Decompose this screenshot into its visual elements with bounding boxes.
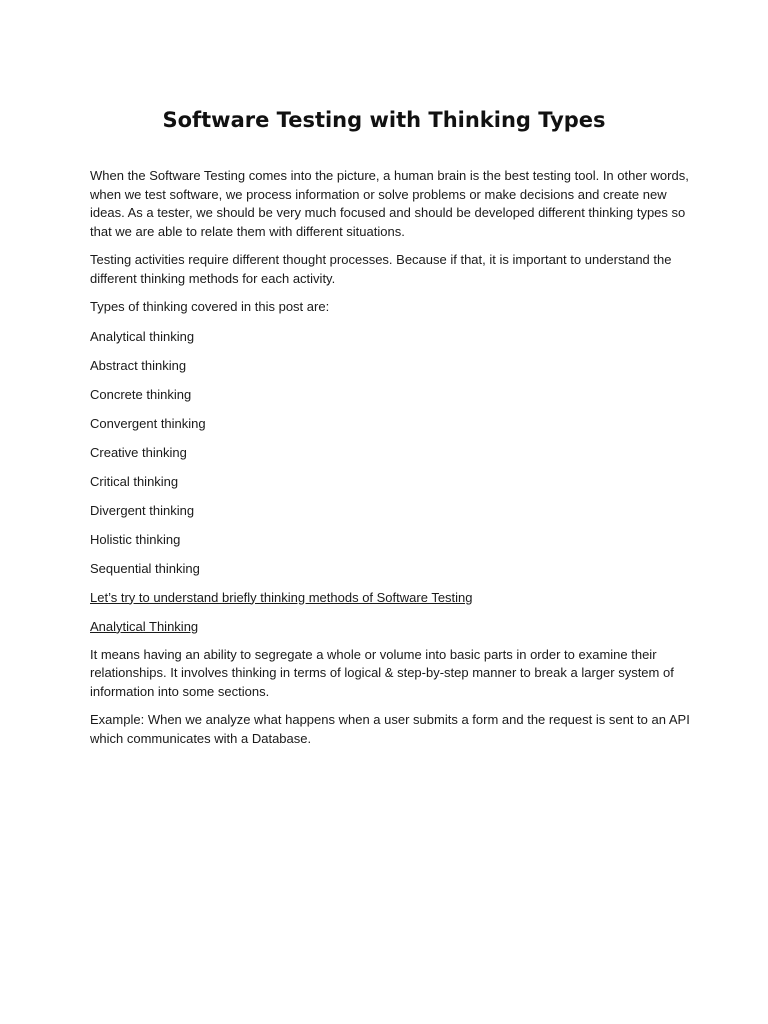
analytical-thinking-heading: Analytical Thinking: [90, 618, 199, 634]
example-label: Example:: [90, 712, 145, 727]
thinking-types-list: [90, 327, 690, 588]
second-paragraph: Testing activities require different thought processes. Because if that, it is important to understand the different thinking methods for each activity.: [90, 252, 672, 286]
document-title: Software Testing with Thinking Types: [162, 108, 606, 132]
intro-paragraph: When the Software Testing comes into the picture, a human brain is the best testing tool. In other words, when we test software, we process information or solve problems or make decisions and create new ideas. As a tester, we should be very much focused and should be developed different thinking types so that we are able to relate them with different situations.: [90, 168, 689, 239]
list-item: Analytical thinking: [90, 328, 195, 344]
document-body: [90, 167, 690, 748]
list-item: Sequential thinking: [90, 560, 200, 576]
list-item: Convergent thinking: [90, 415, 206, 431]
list-item: Critical thinking: [90, 473, 179, 489]
section-intro-heading: Let’s try to understand briefly thinking methods of Software Testing: [90, 589, 473, 605]
list-item: Holistic thinking: [90, 531, 181, 547]
list-item: Creative thinking: [90, 444, 187, 460]
list-item: Concrete thinking: [90, 386, 192, 402]
analytical-paragraph: It means having an ability to segregate a whole or volume into basic parts in order to examine their relationships. It involves thinking in terms of logical & step-by-step manner to break a larger system of information into some sections.: [90, 646, 674, 699]
list-item: Abstract thinking: [90, 357, 187, 373]
example-paragraph: [90, 711, 690, 748]
example-text: When we analyze what happens when a user submits a form and the request is sent to an API which communicates with a Database.: [90, 712, 690, 746]
list-item: Divergent thinking: [90, 502, 195, 518]
types-heading: Types of thinking covered in this post are:: [90, 299, 330, 314]
